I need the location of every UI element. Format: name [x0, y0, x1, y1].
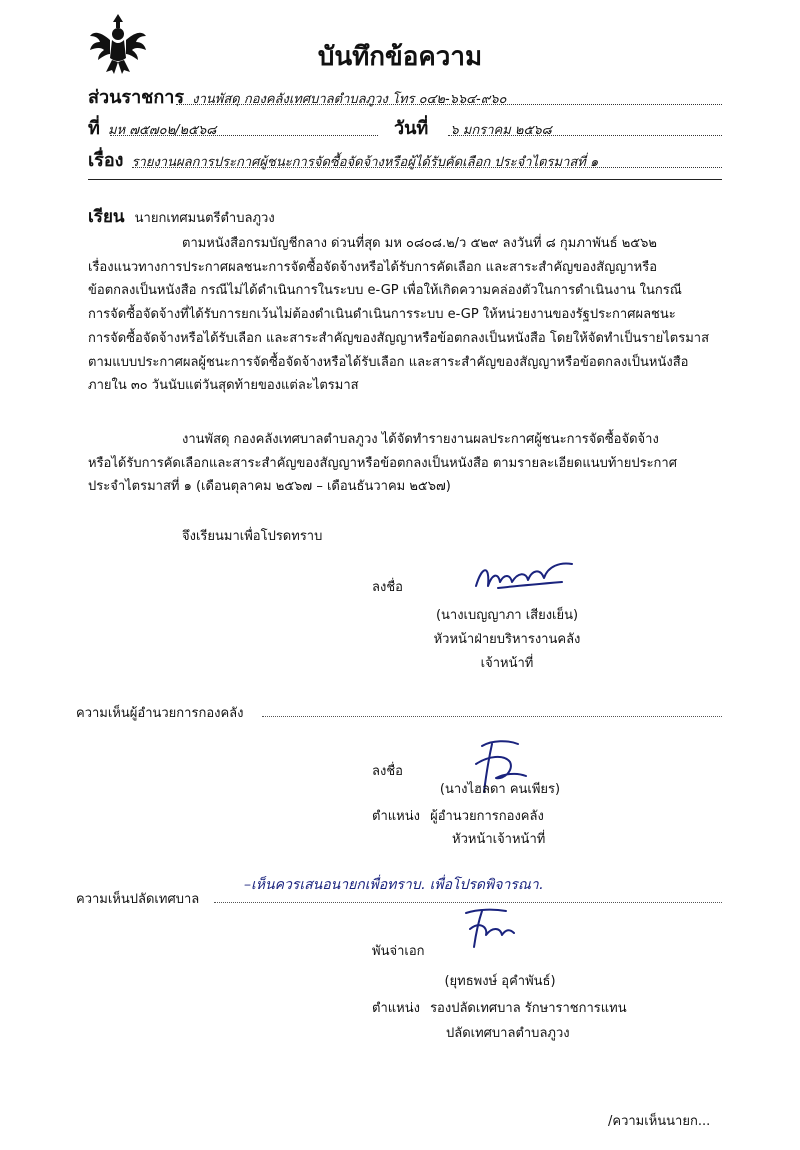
signer-1-name: (นางเบญญาภา เสียงเย็น) — [435, 608, 579, 623]
sign-label-2: ลงชื่อ — [372, 764, 403, 779]
signer-3-position-row — [372, 997, 627, 1018]
agency-dotted-line — [176, 104, 722, 105]
paragraph-line: หรือได้รับการคัดเลือกและสาระสำคัญของสัญญาหรือข้อตกลงเป็นหนังสือ ตามรายละเอียดแนบท้ายประกาศ — [88, 455, 677, 471]
opinion-clerk-handwriting: –เห็นควรเสนอนายกเพื่อทราบ. เพื่อโปรดพิจารณา. — [244, 877, 544, 893]
subject-value: รายงานผลการประกาศผู้ชนะการจัดซื้อจัดจ้างหรือผู้ได้รับคัดเลือก ประจำไตรมาสที่ ๑ — [131, 155, 599, 170]
date-dotted-line — [448, 135, 722, 136]
agency-value: งานพัสดุ กองคลังเทศบาลตำบลภูวง โทร ๐๔๒-๖๖๔-๙๖๐ — [192, 92, 507, 107]
opinion-finance-label: ความเห็นผู้อำนวยการกองคลัง — [76, 706, 244, 721]
header-divider — [88, 179, 722, 180]
agency-label: ส่วนราชการ — [88, 87, 185, 108]
paragraph-line: ภายใน ๓๐ วันนับแต่วันสุดท้ายของแต่ละไตรมาส — [88, 378, 359, 394]
subject-dotted-line — [132, 167, 722, 168]
signer-2-role: หัวหน้าเจ้าหน้าที่ — [452, 832, 546, 847]
signer-1-position: หัวหน้าฝ่ายบริหารงานคลัง — [433, 632, 581, 647]
ref-dotted-line — [110, 135, 378, 136]
opinion-finance-dotted-line — [262, 716, 722, 717]
salutation-label: เรียน — [88, 207, 125, 227]
date-value: ๖ มกราคม ๒๕๖๘ — [450, 123, 552, 138]
signature-3-graphic — [458, 905, 518, 951]
body-paragraph-1 — [88, 232, 718, 398]
signature-1-graphic — [468, 556, 578, 596]
paragraph-line: ตามแบบประกาศผลผู้ชนะการจัดซื้อจัดจ้างหรือได้รับเลือก และสาระสำคัญของสัญญาหรือข้อตกลงเป็นหนังสือ — [88, 354, 689, 370]
paragraph-line: ประจำไตรมาสที่ ๑ (เดือนตุลาคม ๒๕๖๗ – เดือนธันวาคม ๒๕๖๗) — [88, 479, 451, 495]
paragraph-line: การจัดซื้อจัดจ้างที่ได้รับการยกเว้นไม่ต้องดำเนินดำเนินการระบบ e-GP ให้หน่วยงานของรัฐประกาศผลชนะ — [88, 307, 676, 323]
signer-2-name: (นางไฮลดา คนเพียร) — [439, 782, 561, 797]
closing-line: จึงเรียนมาเพื่อโปรดทราบ — [182, 529, 323, 544]
signer-1-role: เจ้าหน้าที่ — [480, 656, 534, 671]
signer-2-position-row — [372, 805, 544, 826]
document-title: บันทึกข้อความ — [317, 42, 483, 72]
opinion-clerk-label: ความเห็นปลัดเทศบาล — [76, 892, 200, 907]
signer-2-position-label: ตำแหน่ง — [372, 809, 420, 824]
signer-3-role: ปลัดเทศบาลตำบลภูวง — [446, 1026, 570, 1041]
ref-label: ที่ — [88, 118, 100, 139]
salutation-value: นายกเทศมนตรีตำบลภูวง — [134, 211, 275, 226]
date-label: วันที่ — [394, 118, 429, 139]
paragraph-line: ตามหนังสือกรมบัญชีกลาง ด่วนที่สุด มห ๐๘๐๘.๒/ว ๕๒๙ ลงวันที่ ๘ กุมภาพันธ์ ๒๕๖๒ — [182, 236, 657, 251]
paragraph-line: เรื่องแนวทางการประกาศผลชนะการจัดซื้อจัดจ้างหรือได้รับการคัดเลือก และสาระสำคัญของสัญญาหรือ — [88, 259, 658, 275]
salutation — [88, 203, 275, 230]
subject-row — [88, 145, 722, 171]
signer-3-position-label: ตำแหน่ง — [372, 1001, 420, 1016]
signer-2-position-value: ผู้อำนวยการกองคลัง — [430, 809, 544, 824]
paragraph-line: งานพัสดุ กองคลังเทศบาลตำบลภูวง ได้จัดทำรายงานผลประกาศผู้ชนะการจัดซื้อจัดจ้าง — [182, 432, 659, 447]
ref-date-row — [88, 113, 722, 139]
signer-3-rank: พันจ่าเอก — [372, 944, 425, 959]
paragraph-line: ข้อตกลงเป็นหนังสือ กรณีไม่ได้ดำเนินการในระบบ e-GP เพื่อให้เกิดความคล่องตัวในการดำเนินงาน ในกรณี — [88, 283, 682, 299]
agency-row — [88, 82, 722, 108]
continuation-note: /ความเห็นนายก... — [608, 1114, 711, 1129]
opinion-clerk-dotted-line — [214, 902, 722, 903]
body-paragraph-2 — [88, 428, 718, 499]
signer-3-name: (ยุทธพงษ์ อุคำพันธ์) — [444, 974, 556, 989]
sign-label-1: ลงชื่อ — [372, 580, 403, 595]
paragraph-line: การจัดซื้อจัดจ้างหรือได้รับเลือก และสาระสำคัญของสัญญาหรือข้อตกลงเป็นหนังสือ โดยให้จัดทำเป็นรายไตรมาส — [88, 330, 710, 346]
ref-value: มห ๗๕๗๐๒/๒๕๖๘ — [108, 123, 217, 138]
signer-3-position-value: รองปลัดเทศบาล รักษาราชการแทน — [430, 1001, 627, 1016]
subject-label: เรื่อง — [88, 150, 124, 171]
